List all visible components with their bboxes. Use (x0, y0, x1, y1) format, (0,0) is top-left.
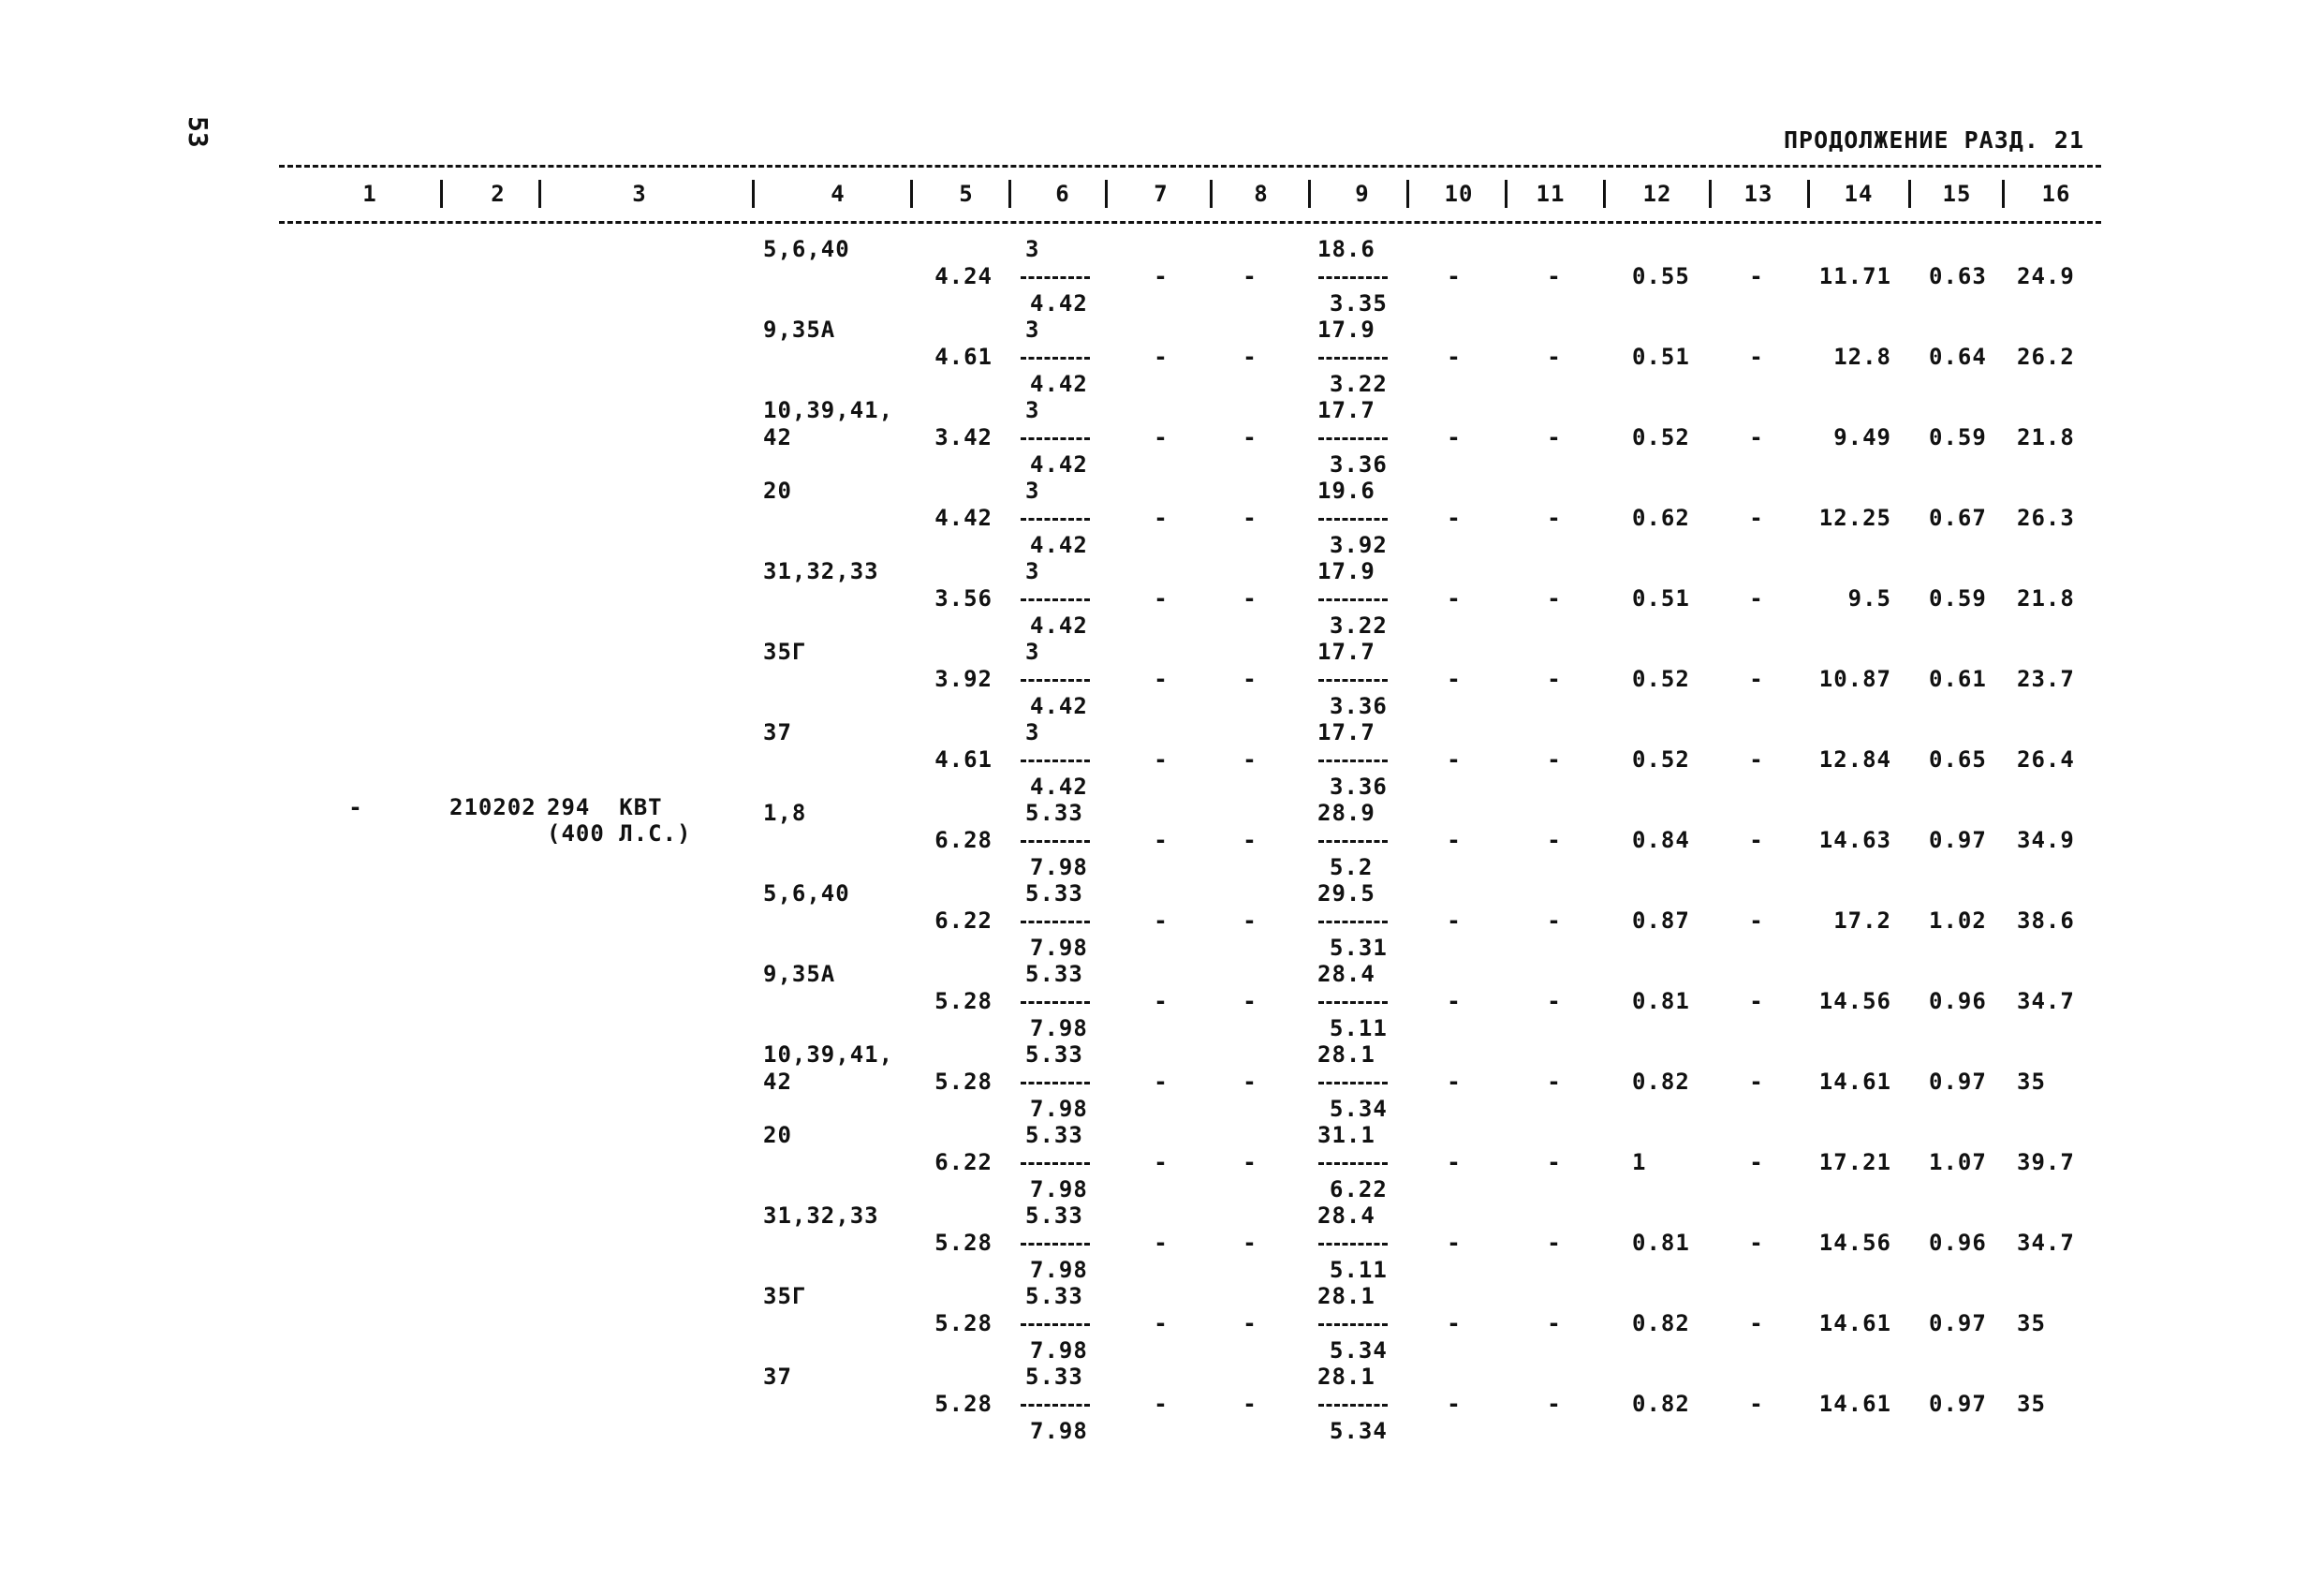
column-separator (1603, 180, 1606, 208)
cell-col9-numerator: 18.6 (1317, 236, 1375, 262)
column-separator (1807, 180, 1810, 208)
cell-col9-denominator: 3.22 (1330, 612, 1388, 639)
column-separator (752, 180, 755, 208)
fraction-bar (1021, 1082, 1090, 1084)
column-header: 1 (362, 181, 377, 207)
column-header: 13 (1743, 181, 1773, 207)
cell-col16: 34.7 (2017, 988, 2075, 1014)
cell-col13: - (1749, 988, 1764, 1014)
cell-col6-numerator: 3 (1025, 478, 1040, 504)
cell-col12: 1 (1632, 1149, 1647, 1175)
cell-col13: - (1749, 827, 1764, 853)
column-header: 12 (1642, 181, 1672, 207)
cell-col10: - (1447, 1391, 1462, 1417)
column-header: 15 (1942, 181, 1972, 207)
cell-col16: 35 (2017, 1310, 2046, 1336)
cell-col16: 26.3 (2017, 505, 2075, 531)
cell-col8: - (1243, 666, 1258, 692)
cell-col7: - (1154, 585, 1169, 612)
cell-col11: - (1547, 988, 1562, 1014)
header-top-rule (279, 165, 2101, 168)
cell-col15: 0.61 (1929, 666, 1987, 692)
page-number: 53 (183, 116, 213, 148)
cell-col12: 0.52 (1632, 746, 1690, 773)
cell-col10: - (1447, 424, 1462, 450)
cell-col8: - (1243, 585, 1258, 612)
cell-col11: - (1547, 505, 1562, 531)
cell-col7: - (1154, 505, 1169, 531)
cell-col4: 9,35А (763, 317, 836, 343)
cell-col11: - (1547, 907, 1562, 934)
cell-col5: 5.28 (934, 1391, 993, 1417)
cell-col6-numerator: 5.33 (1025, 961, 1083, 987)
cell-col5: 5.28 (934, 1069, 993, 1095)
cell-col9-numerator: 29.5 (1317, 880, 1375, 907)
fraction-bar (1318, 760, 1388, 762)
cell-col4-cont: 42 (763, 1069, 792, 1095)
cell-col10: - (1447, 1149, 1462, 1175)
fraction-bar (1021, 921, 1090, 923)
fraction-bar (1021, 357, 1090, 360)
cell-col7: - (1154, 1149, 1169, 1175)
fraction-bar (1021, 598, 1090, 601)
cell-col10: - (1447, 666, 1462, 692)
cell-col14: 14.61 (1818, 1391, 1891, 1417)
cell-col9-denominator: 5.34 (1330, 1096, 1388, 1122)
cell-col9-denominator: 3.36 (1330, 693, 1388, 719)
cell-col9-denominator: 3.22 (1330, 371, 1388, 397)
cell-col4: 37 (763, 1364, 792, 1390)
cell-col9-denominator: 5.34 (1330, 1337, 1388, 1364)
cell-col11: - (1547, 746, 1562, 773)
cell-col6-denominator: 4.42 (1030, 290, 1088, 317)
cell-col15: 1.07 (1929, 1149, 1987, 1175)
cell-col11: - (1547, 1310, 1562, 1336)
cell-col9-numerator: 28.4 (1317, 961, 1375, 987)
column-header: 11 (1536, 181, 1566, 207)
cell-col4: 20 (763, 478, 792, 504)
fraction-bar (1318, 1001, 1388, 1004)
cell-col6-denominator: 7.98 (1030, 1337, 1088, 1364)
cell-col8: - (1243, 1069, 1258, 1095)
cell-col9-numerator: 28.1 (1317, 1364, 1375, 1390)
cell-col16: 24.9 (2017, 263, 2075, 289)
cell-col6-denominator: 7.98 (1030, 1096, 1088, 1122)
cell-col12: 0.52 (1632, 424, 1690, 450)
fraction-bar (1318, 1404, 1388, 1407)
cell-col6-numerator: 3 (1025, 558, 1040, 584)
fraction-bar (1318, 276, 1388, 279)
cell-col13: - (1749, 666, 1764, 692)
cell-col14: 10.87 (1818, 666, 1891, 692)
cell-col12: 0.51 (1632, 585, 1690, 612)
cell-col13: - (1749, 505, 1764, 531)
cell-col9-denominator: 6.22 (1330, 1176, 1388, 1202)
column-header: 2 (491, 181, 506, 207)
cell-col4: 35Г (763, 639, 807, 665)
cell-col15: 0.67 (1929, 505, 1987, 531)
column-separator (1505, 180, 1508, 208)
cell-col8: - (1243, 344, 1258, 370)
cell-col15: 0.65 (1929, 746, 1987, 773)
cell-col4: 5,6,40 (763, 236, 850, 262)
fraction-bar (1021, 679, 1090, 682)
cell-col13: - (1749, 424, 1764, 450)
cell-col12: 0.82 (1632, 1391, 1690, 1417)
cell-col6-numerator: 5.33 (1025, 880, 1083, 907)
column-separator (1908, 180, 1911, 208)
cell-col15: 0.96 (1929, 1230, 1987, 1256)
cell-col5: 4.61 (934, 344, 993, 370)
cell-col9-denominator: 3.92 (1330, 532, 1388, 558)
cell-col14: 12.25 (1818, 505, 1891, 531)
cell-col11: - (1547, 424, 1562, 450)
cell-col7: - (1154, 988, 1169, 1014)
fraction-bar (1318, 1162, 1388, 1165)
cell-col7: - (1154, 424, 1169, 450)
cell-col9-numerator: 28.4 (1317, 1202, 1375, 1229)
cell-col4: 10,39,41, (763, 1041, 894, 1068)
cell-col12: 0.62 (1632, 505, 1690, 531)
cell-col15: 0.64 (1929, 344, 1987, 370)
cell-col9-numerator: 31.1 (1317, 1122, 1375, 1148)
cell-col14: 17.2 (1833, 907, 1891, 934)
cell-col13: - (1749, 585, 1764, 612)
cell-col16: 21.8 (2017, 585, 2075, 612)
cell-col12: 0.82 (1632, 1310, 1690, 1336)
cell-col8: - (1243, 263, 1258, 289)
cell-col7: - (1154, 827, 1169, 853)
cell-col14: 12.8 (1833, 344, 1891, 370)
cell-col13: - (1749, 907, 1764, 934)
cell-col14: 9.49 (1833, 424, 1891, 450)
cell-col4: 9,35А (763, 961, 836, 987)
cell-col9-numerator: 17.7 (1317, 719, 1375, 745)
cell-col4: 37 (763, 719, 792, 745)
cell-col9-numerator: 28.1 (1317, 1041, 1375, 1068)
cell-col4: 20 (763, 1122, 792, 1148)
cell-col5: 3.92 (934, 666, 993, 692)
cell-col5: 6.28 (934, 827, 993, 853)
cell-col15: 0.97 (1929, 1391, 1987, 1417)
fraction-bar (1318, 679, 1388, 682)
fraction-bar (1318, 1323, 1388, 1326)
cell-col12: 0.82 (1632, 1069, 1690, 1095)
cell-col9-denominator: 5.34 (1330, 1418, 1388, 1444)
cell-col10: - (1447, 263, 1462, 289)
cell-col10: - (1447, 907, 1462, 934)
cell-col14: 14.56 (1818, 1230, 1891, 1256)
cell-col14: 14.56 (1818, 988, 1891, 1014)
cell-col14: 9.5 (1847, 585, 1891, 612)
cell-col12: 0.51 (1632, 344, 1690, 370)
cell-col6-denominator: 4.42 (1030, 532, 1088, 558)
cell-col10: - (1447, 827, 1462, 853)
cell-col7: - (1154, 666, 1169, 692)
cell-col6-numerator: 5.33 (1025, 1202, 1083, 1229)
cell-col8: - (1243, 424, 1258, 450)
cell-col11: - (1547, 827, 1562, 853)
cell-col12: 0.84 (1632, 827, 1690, 853)
cell-col16: 26.4 (2017, 746, 2075, 773)
fraction-bar (1318, 1082, 1388, 1084)
cell-col14: 12.84 (1818, 746, 1891, 773)
cell-col12: 0.87 (1632, 907, 1690, 934)
cell-col6-numerator: 5.33 (1025, 1283, 1083, 1309)
cell-col5: 3.56 (934, 585, 993, 612)
cell-col12: 0.52 (1632, 666, 1690, 692)
cell-col15: 0.63 (1929, 263, 1987, 289)
cell-col10: - (1447, 344, 1462, 370)
fraction-bar (1021, 1243, 1090, 1246)
cell-col6-denominator: 4.42 (1030, 774, 1088, 800)
cell-col6-denominator: 7.98 (1030, 935, 1088, 961)
continuation-header: ПРОДОЛЖЕНИЕ РАЗД. 21 (1784, 126, 2085, 154)
cell-col15: 0.97 (1929, 827, 1987, 853)
fraction-bar (1318, 518, 1388, 521)
cell-col6-denominator: 7.98 (1030, 1257, 1088, 1283)
cell-col10: - (1447, 585, 1462, 612)
cell-col6-numerator: 3 (1025, 639, 1040, 665)
cell-col11: - (1547, 1149, 1562, 1175)
column-header: 10 (1444, 181, 1474, 207)
cell-col7: - (1154, 1230, 1169, 1256)
cell-col9-numerator: 17.9 (1317, 317, 1375, 343)
fraction-bar (1021, 518, 1090, 521)
cell-col7: - (1154, 746, 1169, 773)
cell-col6-denominator: 4.42 (1030, 693, 1088, 719)
cell-col5: 4.42 (934, 505, 993, 531)
cell-col6-numerator: 5.33 (1025, 1122, 1083, 1148)
cell-col6-denominator: 7.98 (1030, 1015, 1088, 1041)
cell-col15: 0.59 (1929, 424, 1987, 450)
cell-col10: - (1447, 746, 1462, 773)
cell-col7: - (1154, 263, 1169, 289)
column-header: 7 (1154, 181, 1169, 207)
cell-col6-numerator: 3 (1025, 317, 1040, 343)
cell-col15: 0.59 (1929, 585, 1987, 612)
cell-col12: 0.81 (1632, 988, 1690, 1014)
header-bottom-rule (279, 221, 2101, 224)
cell-col9-numerator: 17.7 (1317, 639, 1375, 665)
cell-col6-denominator: 4.42 (1030, 451, 1088, 478)
cell-col5: 5.28 (934, 1310, 993, 1336)
cell-col5: 4.61 (934, 746, 993, 773)
cell-col16: 39.7 (2017, 1149, 2075, 1175)
column-separator (2002, 180, 2005, 208)
cell-col14: 17.21 (1818, 1149, 1891, 1175)
fraction-bar (1021, 760, 1090, 762)
column-separator (1210, 180, 1213, 208)
cell-col9-numerator: 28.9 (1317, 800, 1375, 826)
group-col1: - (348, 794, 363, 820)
cell-col11: - (1547, 1069, 1562, 1095)
cell-col13: - (1749, 1230, 1764, 1256)
cell-col16: 26.2 (2017, 344, 2075, 370)
cell-col12: 0.55 (1632, 263, 1690, 289)
group-code: 210202 (449, 794, 537, 820)
cell-col5: 3.42 (934, 424, 993, 450)
cell-col15: 0.96 (1929, 988, 1987, 1014)
cell-col8: - (1243, 827, 1258, 853)
column-separator (538, 180, 541, 208)
cell-col8: - (1243, 746, 1258, 773)
cell-col16: 23.7 (2017, 666, 2075, 692)
column-header: 9 (1355, 181, 1370, 207)
cell-col13: - (1749, 746, 1764, 773)
cell-col9-numerator: 19.6 (1317, 478, 1375, 504)
cell-col14: 14.63 (1818, 827, 1891, 853)
cell-col14: 14.61 (1818, 1069, 1891, 1095)
group-power-hp: (400 Л.С.) (547, 820, 692, 847)
cell-col6-numerator: 3 (1025, 719, 1040, 745)
cell-col6-denominator: 4.42 (1030, 612, 1088, 639)
cell-col13: - (1749, 1391, 1764, 1417)
fraction-bar (1318, 840, 1388, 843)
cell-col4-cont: 42 (763, 424, 792, 450)
column-header: 6 (1055, 181, 1070, 207)
fraction-bar (1318, 1243, 1388, 1246)
cell-col16: 34.7 (2017, 1230, 2075, 1256)
cell-col11: - (1547, 344, 1562, 370)
fraction-bar (1318, 357, 1388, 360)
fraction-bar (1021, 1323, 1090, 1326)
cell-col16: 35 (2017, 1391, 2046, 1417)
cell-col5: 5.28 (934, 1230, 993, 1256)
cell-col8: - (1243, 907, 1258, 934)
cell-col9-denominator: 5.2 (1330, 854, 1374, 880)
cell-col8: - (1243, 1391, 1258, 1417)
fraction-bar (1021, 1162, 1090, 1165)
cell-col13: - (1749, 1069, 1764, 1095)
cell-col16: 21.8 (2017, 424, 2075, 450)
column-header: 8 (1254, 181, 1269, 207)
cell-col6-numerator: 5.33 (1025, 1041, 1083, 1068)
fraction-bar (1021, 1001, 1090, 1004)
cell-col11: - (1547, 1391, 1562, 1417)
cell-col6-numerator: 5.33 (1025, 800, 1083, 826)
cell-col4: 1,8 (763, 800, 807, 826)
cell-col9-denominator: 3.36 (1330, 451, 1388, 478)
cell-col6-numerator: 3 (1025, 236, 1040, 262)
cell-col7: - (1154, 1069, 1169, 1095)
cell-col13: - (1749, 263, 1764, 289)
cell-col15: 1.02 (1929, 907, 1987, 934)
column-separator (1308, 180, 1311, 208)
cell-col9-numerator: 17.9 (1317, 558, 1375, 584)
fraction-bar (1318, 598, 1388, 601)
cell-col14: 14.61 (1818, 1310, 1891, 1336)
column-header: 16 (2041, 181, 2071, 207)
cell-col10: - (1447, 1310, 1462, 1336)
cell-col13: - (1749, 1149, 1764, 1175)
column-header: 3 (632, 181, 647, 207)
cell-col4: 10,39,41, (763, 397, 894, 423)
cell-col8: - (1243, 1149, 1258, 1175)
cell-col12: 0.81 (1632, 1230, 1690, 1256)
cell-col5: 5.28 (934, 988, 993, 1014)
cell-col7: - (1154, 1310, 1169, 1336)
cell-col9-denominator: 5.11 (1330, 1015, 1388, 1041)
cell-col16: 34.9 (2017, 827, 2075, 853)
cell-col9-denominator: 5.31 (1330, 935, 1388, 961)
cell-col16: 38.6 (2017, 907, 2075, 934)
cell-col4: 5,6,40 (763, 880, 850, 907)
group-power-kw: 294 КВТ (547, 794, 663, 820)
cell-col6-denominator: 4.42 (1030, 371, 1088, 397)
cell-col11: - (1547, 666, 1562, 692)
cell-col6-denominator: 7.98 (1030, 854, 1088, 880)
cell-col4: 31,32,33 (763, 558, 879, 584)
fraction-bar (1021, 840, 1090, 843)
fraction-bar (1318, 921, 1388, 923)
cell-col6-numerator: 3 (1025, 397, 1040, 423)
cell-col5: 6.22 (934, 1149, 993, 1175)
column-header: 14 (1844, 181, 1874, 207)
cell-col11: - (1547, 263, 1562, 289)
cell-col10: - (1447, 988, 1462, 1014)
cell-col4: 35Г (763, 1283, 807, 1309)
cell-col6-numerator: 5.33 (1025, 1364, 1083, 1390)
fraction-bar (1021, 276, 1090, 279)
cell-col10: - (1447, 1230, 1462, 1256)
cell-col8: - (1243, 1230, 1258, 1256)
column-separator (1105, 180, 1108, 208)
cell-col6-denominator: 7.98 (1030, 1176, 1088, 1202)
cell-col8: - (1243, 505, 1258, 531)
column-separator (440, 180, 443, 208)
cell-col10: - (1447, 1069, 1462, 1095)
cell-col10: - (1447, 505, 1462, 531)
cell-col15: 0.97 (1929, 1069, 1987, 1095)
column-header: 4 (831, 181, 846, 207)
cell-col9-denominator: 3.36 (1330, 774, 1388, 800)
cell-col15: 0.97 (1929, 1310, 1987, 1336)
cell-col8: - (1243, 988, 1258, 1014)
cell-col11: - (1547, 585, 1562, 612)
column-separator (910, 180, 913, 208)
column-separator (1008, 180, 1011, 208)
cell-col9-numerator: 17.7 (1317, 397, 1375, 423)
cell-col7: - (1154, 907, 1169, 934)
fraction-bar (1021, 1404, 1090, 1407)
cell-col9-numerator: 28.1 (1317, 1283, 1375, 1309)
cell-col5: 4.24 (934, 263, 993, 289)
cell-col13: - (1749, 344, 1764, 370)
cell-col9-denominator: 3.35 (1330, 290, 1388, 317)
cell-col9-denominator: 5.11 (1330, 1257, 1388, 1283)
cell-col6-denominator: 7.98 (1030, 1418, 1088, 1444)
fraction-bar (1318, 437, 1388, 440)
cell-col5: 6.22 (934, 907, 993, 934)
column-separator (1406, 180, 1409, 208)
cell-col11: - (1547, 1230, 1562, 1256)
cell-col7: - (1154, 344, 1169, 370)
cell-col13: - (1749, 1310, 1764, 1336)
cell-col16: 35 (2017, 1069, 2046, 1095)
fraction-bar (1021, 437, 1090, 440)
cell-col4: 31,32,33 (763, 1202, 879, 1229)
column-separator (1709, 180, 1712, 208)
cell-col8: - (1243, 1310, 1258, 1336)
cell-col14: 11.71 (1818, 263, 1891, 289)
column-header: 5 (959, 181, 974, 207)
cell-col7: - (1154, 1391, 1169, 1417)
